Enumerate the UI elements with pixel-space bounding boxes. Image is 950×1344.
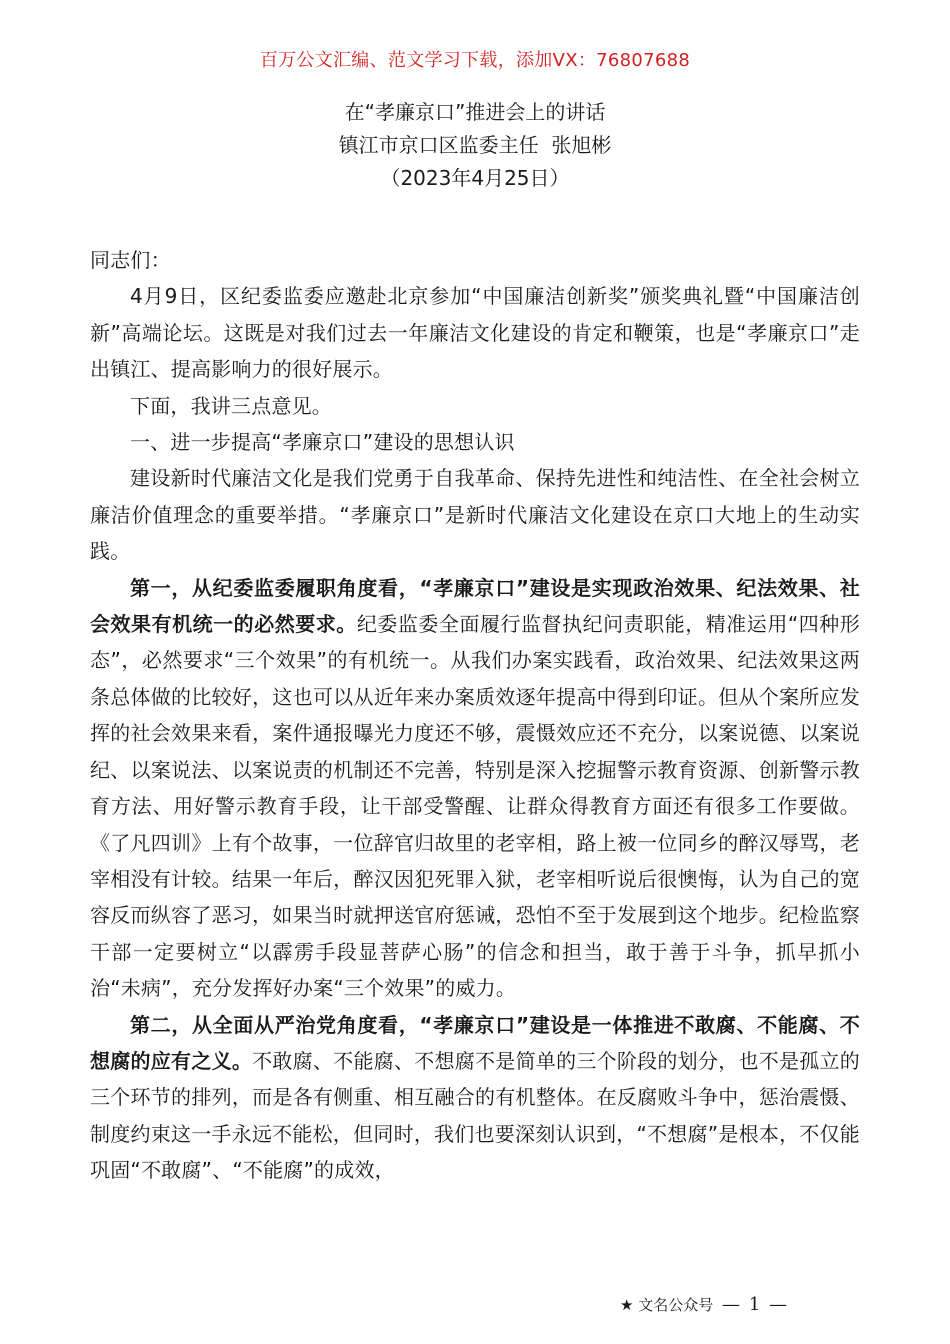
salutation: 同志们： xyxy=(90,248,171,272)
footer-dash-left: — xyxy=(722,1294,741,1315)
paragraph-2: 下面，我讲三点意见。 xyxy=(130,393,332,418)
speech-body xyxy=(90,242,860,1189)
section-heading-1: 一、进一步提高“孝廉京口”建设的思想认识 xyxy=(130,430,515,455)
page-number: 1 xyxy=(748,1294,761,1315)
paragraph-6-text: 不敢腐、不能腐、不想腐不是简单的三个阶段的划分，也不是孤立的三个环节的排列，而是各有侧重、相互融合的有机整体。在反腐败斗争中，惩治震慑、制度约束这一手永远不能松，但同时，我们也要深刻认识到，“不想腐”是根本，不仅能巩固“不敢腐”、“不能腐”的成效， xyxy=(90,1048,860,1183)
title-block xyxy=(0,96,950,195)
star-icon: ★ xyxy=(620,1296,634,1314)
speech-date: （2023年4月25日） xyxy=(380,166,570,190)
footer-label: 文名公众号 xyxy=(638,1296,714,1314)
paragraph-1: 4月9日，区纪委监委应邀赴北京参加“中国廉洁创新奖”颁奖典礼暨“中国廉洁创新”高端论坛。这既是对我们过去一年廉洁文化建设的肯定和鞭策，也是“孝廉京口”走出镇江、提高影响力的很好展示。 xyxy=(90,284,860,382)
paragraph-6 xyxy=(90,1007,860,1189)
paragraph-4: 建设新时代廉洁文化是我们党勇于自我革命、保持先进性和纯洁性、在全社会树立廉洁价值理念的重要举措。“孝廉京口”是新时代廉洁文化建设在京口大地上的生动实践。 xyxy=(90,466,860,564)
paragraph-6-lead: 第二，从全面从严治党角度看，“孝廉京口”建设是一体推进不敢腐、不能腐、不想腐的应有之义。 xyxy=(90,1012,860,1073)
speaker-line: 镇江市京口区监委主任 张旭彬 xyxy=(338,133,612,157)
paragraph-5-lead: 第一，从纪委监委履职角度看，“孝廉京口”建设是实现政治效果、纪法效果、社会效果有机统一的必然要求。 xyxy=(90,575,860,637)
speech-title: 在“孝廉京口”推进会上的讲话 xyxy=(344,100,606,124)
page-footer xyxy=(620,1294,850,1315)
promo-banner: 百万公文汇编、范文学习下载，添加VX：76807688 xyxy=(259,50,691,71)
paragraph-5 xyxy=(90,570,860,1007)
footer-dash-right: — xyxy=(769,1294,788,1315)
paragraph-5-text: 纪委监委全面履行监督执纪问责职能，精准运用“四种形态”，必然要求“三个效果”的有机统一。从我们办案实践看，政治效果、纪法效果这两条总体做的比较好，这也可以从近年来办案质效逐年提高中得到印证。但从个案所应发挥的社会效果来看，案件通报曝光力度还不够，震慑效应还不充分，以案说德、以案说纪、以案说法、以案说责的机制还不完善，特别是深入挖掘警示教育资源、创新警示教育方法、用好警示教育手段，让干部受警醒、让群众得教育方面还有很多工作要做。《了凡四训》上有个故事，一位辞官归故里的老宰相，路上被一位同乡的醉汉辱骂，老宰相没有计较。结果一年后，醉汉因犯死罪入狱，老宰相听说后很懊悔，认为自己的宽容反而纵容了恶习，如果当时就押送官府惩诫，恐怕不至于发展到这个地步。纪检监察干部一定要树立“以霹雳手段显菩萨心肠”的信念和担当，敢于善于斗争，抓早抓小治“未病”，充分发挥好办案“三个效果”的威力。 xyxy=(90,612,860,1001)
